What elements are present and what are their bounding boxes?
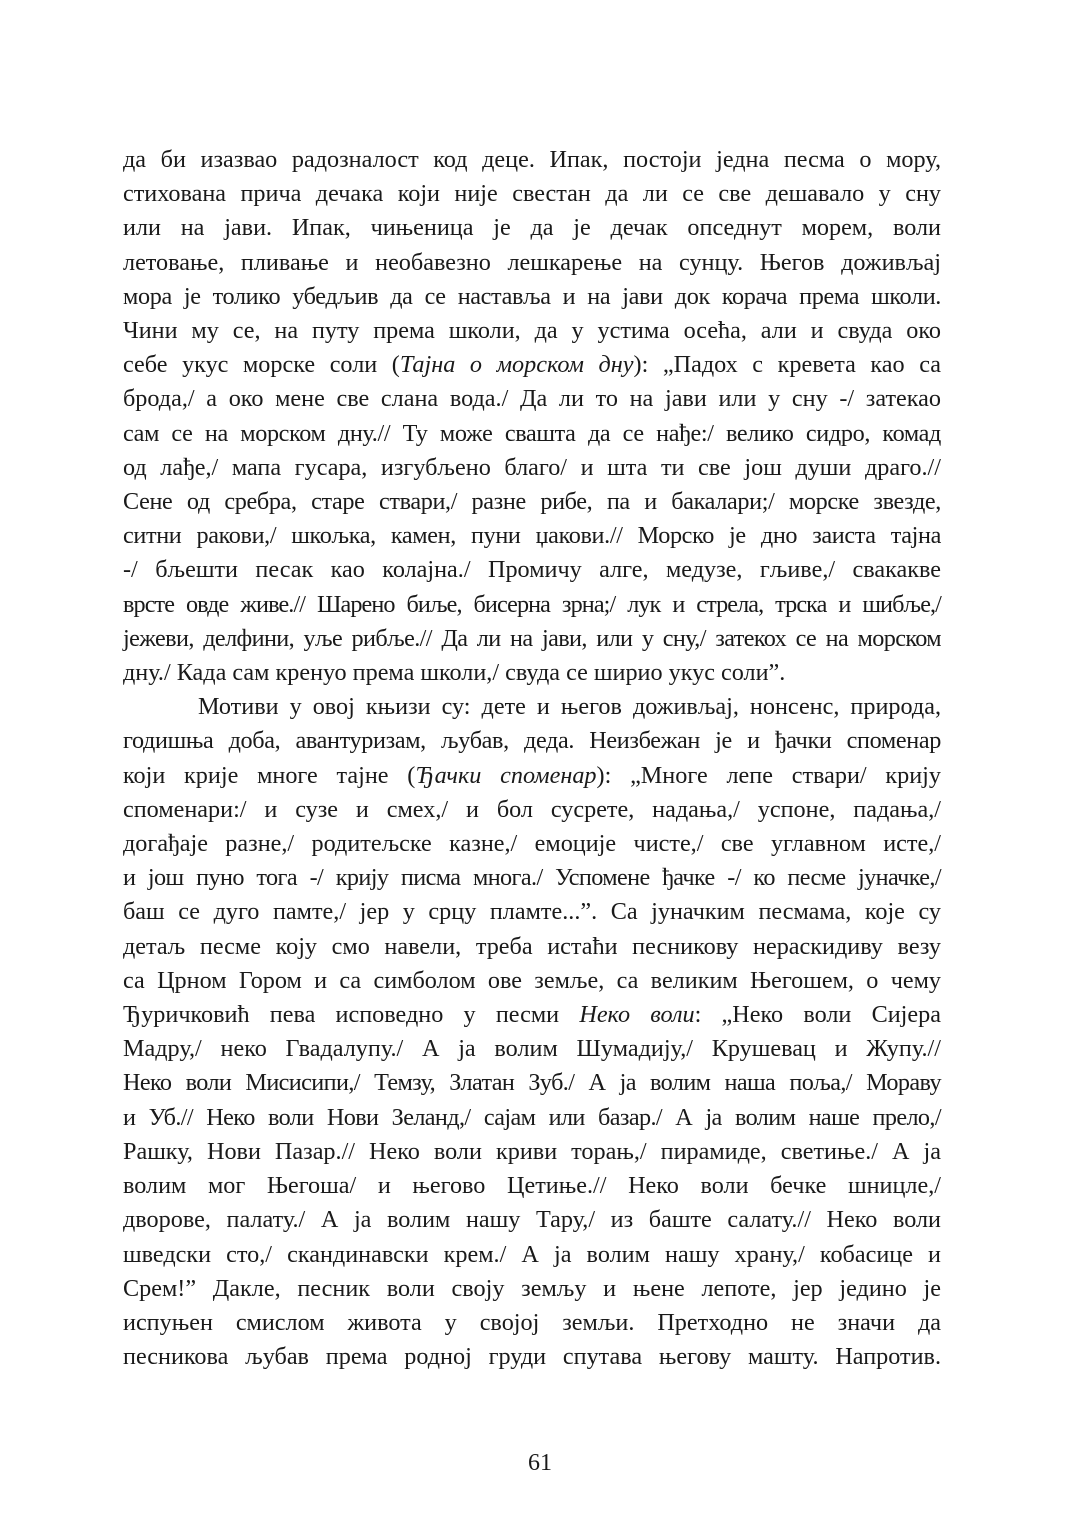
text-line: брода,/ а око мене све слана вода./ Да ли то на јави или у сну -/ затекао	[123, 385, 941, 413]
text-line: споменари:/ и сузе и смех,/ и бол сусрете, надања,/ успоне, падања,/	[123, 795, 941, 823]
text-line: Неко воли Мисисипи,/ Темзу, Златан Зуб./ А ја волим наша поља,/ Мораву	[123, 1069, 941, 1097]
text-line: да би изазвао радозналост код деце. Ипак, постоји једна песма о мору,	[123, 146, 941, 173]
work-title: Неко воли	[579, 1001, 695, 1029]
text-line: баш се дуго памте,/ јер у срцу пламте...”. Са јуначким песмама, које су	[123, 898, 941, 926]
text-line: Ђуричковић пева исповедно у песми Неко воли: „Неко воли Сијера	[123, 1001, 941, 1029]
text-line: волим мог Његоша/ и његово Цетиње.// Неко воли бечке шницле,/	[123, 1172, 941, 1200]
text-line: са Црном Гором и са симболом ове земље, са великим Његошем, о чему	[123, 966, 941, 994]
text-line: Мадру,/ неко Гвадалупу./ А ја волим Шумадију,/ Крушевац и Жупу.//	[123, 1035, 941, 1063]
text-line: јежеви, делфини, уље рибље.// Да ли на јави, или у сну,/ затекох се на морском	[123, 624, 941, 652]
text-line: дну./ Када сам кренуо према школи,/ свуда се ширио укус соли”.	[123, 659, 786, 687]
body-text	[123, 143, 941, 1374]
text-line: Срем!” Дакле, песник воли своју земљу и њене лепоте, јер једино је	[123, 1274, 941, 1302]
text-line: песникова љубав према родној груди спутава његову машту. Напротив.	[123, 1343, 941, 1371]
work-title: Ђачки споменар	[415, 761, 597, 789]
text-line: -/ бљешти песак као колајна./ Промичу алге, медузе, гљиве,/ свакакве	[123, 556, 941, 584]
text-line: или на јави. Ипак, чињеница је да је дечак опседнут морем, воли	[123, 214, 941, 242]
text-line: Рашку, Нови Пазар.// Неко воли криви торањ,/ пирамиде, светиње./ А ја	[123, 1137, 941, 1165]
text-line: стихована прича дечака који није свестан да ли се све дешавало у сну	[123, 180, 941, 208]
text-line: догађаје разне,/ родитељске казне,/ емоције чисте,/ све углавном исте,/	[123, 830, 941, 858]
text-line: себе укус морске соли (Тајна о морском дну): „Падох с кревета као са	[123, 351, 941, 379]
text-line: ситни ракови,/ шкољка, камен, пуни џакови.// Морско је дно заиста тајна	[123, 522, 941, 550]
text-line: од лађе,/ мапа гусара, изгубљено благо/ и шта ти све још души драго.//	[123, 453, 941, 481]
paragraph-start: Мотиви у овој књизи су: дете и његов доживљај, нонсенс, природа,	[198, 693, 941, 721]
text-line: Сене од сребра, старе ствари,/ разне рибе, па и бакалари;/ морске звезде,	[123, 488, 941, 516]
text-line: Чини му се, на путу према школи, да у устима осећа, али и свуда око	[123, 317, 941, 345]
text-line: испуњен смислом живота у својој земљи. Претходно не значи да	[123, 1308, 941, 1336]
text-line: годишња доба, авантуризам, љубав, деда. Неизбежан је и ђачки споменар	[123, 727, 941, 755]
text-line: и још пуно тога -/ крију писма многа./ Успомене ђачке -/ ко песме јуначке,/	[123, 864, 941, 892]
text-line: детаљ песме коју смо навели, треба истаћи песникову нераскидиву везу	[123, 932, 941, 960]
text-line: који крије многе тајне (Ђачки споменар): „Многе лепе ствари/ крију	[123, 761, 942, 789]
text-line: летовање, пливање и необавезно лешкарење на сунцу. Његов доживљај	[123, 248, 941, 276]
text-line: и Уб.// Неко воли Нови Зеланд,/ сајам или базар./ А ја волим наше прело,/	[123, 1103, 941, 1131]
text-line: дворове, палату./ А ја волим нашу Тару,/ из баште салату.// Неко воли	[123, 1206, 941, 1234]
text-line: мора је толико убедљив да се наставља и на јави док корача према школи.	[123, 282, 941, 310]
text-line: сам се на морском дну.// Ту може свашта да се нађе:/ велико сидро, комад	[123, 419, 941, 447]
page-number: 61	[528, 1450, 552, 1476]
work-title: Тајна о морском дну	[399, 351, 634, 379]
text-line: шведски сто,/ скандинавски крем./ А ја волим нашу храну,/ кобасице и	[123, 1240, 941, 1268]
text-line: врсте овде живе.// Шарено биље, бисерна зрна;/ лук и стрела, трска и шибље,/	[123, 590, 941, 618]
